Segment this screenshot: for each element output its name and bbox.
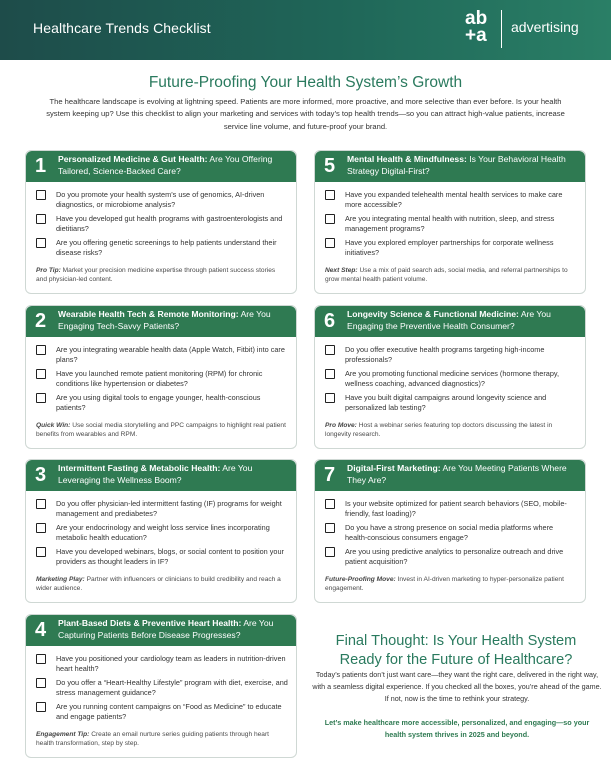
- card-title-question: Are You Engaging the Preventive Health Consumer?: [347, 309, 551, 331]
- checklist-item: [36, 499, 288, 519]
- tip-label: Pro Move:: [325, 421, 357, 429]
- question-text: Are you promoting functional medicine services (hormone therapy, wellness coaching, advanced diagnostics)?: [345, 369, 560, 388]
- question-text: Have you developed webinars, blogs, or social content to position your providers as thought leaders in IF?: [56, 547, 284, 566]
- checkbox[interactable]: [325, 499, 335, 509]
- card-title: [347, 463, 579, 486]
- checkbox[interactable]: [325, 393, 335, 403]
- tip-text: Partner with influencers or clinicians to build credibility and reach a wider audience.: [36, 575, 281, 592]
- checkbox[interactable]: [325, 523, 335, 533]
- checklist-card-2: [25, 305, 297, 449]
- card-number: 4: [35, 619, 47, 641]
- card-title: [347, 309, 579, 332]
- checklist-item: [36, 369, 288, 389]
- logo-top: ab: [465, 8, 488, 29]
- question-text: Are you running content campaigns on “Food as Medicine” to educate and engage patients?: [56, 702, 282, 721]
- card-header: [315, 460, 585, 491]
- checklist-item: [325, 238, 577, 258]
- card-title-topic: Mental Health & Mindfulness:: [347, 154, 467, 164]
- question-text: Do you offer a “Heart-Healthy Lifestyle” program with diet, exercise, and stress management guidance?: [56, 678, 288, 697]
- card-tip: [26, 727, 296, 748]
- question-text: Is your website optimized for patient search behaviors (SEO, mobile-friendly, fast loading)?: [345, 499, 567, 518]
- checklist-item: [36, 654, 288, 674]
- card-title-topic: Wearable Health Tech & Remote Monitoring:: [58, 309, 239, 319]
- question-text: Do you offer executive health programs targeting high-income professionals?: [345, 345, 545, 364]
- checkbox[interactable]: [36, 499, 46, 509]
- card-number: 3: [35, 464, 47, 486]
- checklist-card-6: [314, 305, 586, 449]
- question-list: [26, 337, 296, 413]
- tip-text: Create an email nurture series guiding patients through heart health transformation, step by step.: [36, 730, 269, 747]
- card-header: [26, 306, 296, 337]
- card-header: [315, 306, 585, 337]
- tip-label: Quick Win:: [36, 421, 71, 429]
- card-title: [347, 154, 579, 177]
- checkbox[interactable]: [36, 654, 46, 664]
- card-title-question: Are You Meeting Patients Where They Are?: [347, 463, 567, 485]
- question-text: Have you explored employer partnerships for corporate wellness initiatives?: [345, 238, 554, 257]
- card-title: [58, 618, 290, 641]
- logo-divider: [501, 10, 502, 48]
- checklist-item: [325, 190, 577, 210]
- logo-text: advertising: [511, 19, 579, 35]
- question-list: [26, 182, 296, 258]
- checkbox[interactable]: [36, 393, 46, 403]
- checkbox[interactable]: [36, 238, 46, 248]
- card-number: 5: [324, 155, 336, 177]
- tip-label: Pro Tip:: [36, 266, 61, 274]
- card-title-question: Are You Leveraging the Wellness Boom?: [58, 463, 253, 485]
- tip-text: Use a mix of paid search ads, social media, and referral partnerships to grow mental health patient volume.: [325, 266, 568, 283]
- checkbox[interactable]: [36, 547, 46, 557]
- checklist-item: [325, 523, 577, 543]
- checklist-item: [325, 547, 577, 567]
- tip-text: Use social media storytelling and PPC campaigns to highlight real patient benefits from wearables and RPM.: [36, 421, 286, 438]
- question-list: [315, 182, 585, 258]
- card-number: 2: [35, 310, 47, 332]
- card-title-topic: Personalized Medicine & Gut Health:: [58, 154, 208, 164]
- question-text: Are your endocrinology and weight loss service lines incorporating metabolic health education?: [56, 523, 270, 542]
- checklist-item: [36, 678, 288, 698]
- logo-bottom: +a: [465, 25, 487, 46]
- abplusa-logo: [465, 10, 493, 44]
- card-number: 6: [324, 310, 336, 332]
- tip-text: Market your precision medicine expertise through patient success stories and physician-led content.: [36, 266, 276, 283]
- card-header: [26, 615, 296, 646]
- card-title-topic: Longevity Science & Functional Medicine:: [347, 309, 519, 319]
- card-title-question: Are You Offering Tailored, Science-Backed Care?: [58, 154, 273, 176]
- card-title-question: Is Your Behavioral Health Strategy Digital-First?: [347, 154, 566, 176]
- checklist-item: [325, 369, 577, 389]
- card-title: [58, 463, 290, 486]
- checkbox[interactable]: [36, 678, 46, 688]
- checkbox[interactable]: [325, 369, 335, 379]
- checklist-card-5: [314, 150, 586, 294]
- card-tip: [315, 263, 585, 284]
- card-header: [26, 460, 296, 491]
- page-title: Future-Proofing Your Health System’s Growth: [148, 74, 463, 91]
- card-tip: [26, 572, 296, 593]
- checkbox[interactable]: [36, 369, 46, 379]
- question-text: Are you offering genetic screenings to help patients understand their disease risks?: [56, 238, 277, 257]
- checklist-card-1: [25, 150, 297, 294]
- header-title: Healthcare Trends Checklist: [33, 20, 211, 36]
- card-header: [315, 151, 585, 182]
- card-title-question: Are You Engaging Tech-Savvy Patients?: [58, 309, 271, 331]
- question-text: Have you launched remote patient monitoring (RPM) for chronic conditions like hypertension or diabetes?: [56, 369, 263, 388]
- checkbox[interactable]: [36, 702, 46, 712]
- checkbox[interactable]: [36, 214, 46, 224]
- question-text: Do you have a strong presence on social media platforms where health-conscious consumers engage?: [345, 523, 554, 542]
- tip-text: Host a webinar series featuring top doctors discussing the latest in longevity research.: [325, 421, 553, 438]
- question-text: Have you built digital campaigns around longevity science and personalized lab testing?: [345, 393, 547, 412]
- card-tip: [26, 418, 296, 439]
- question-list: [315, 337, 585, 413]
- card-tip: [315, 572, 585, 593]
- question-text: Are you integrating mental health with nutrition, sleep, and stress management programs?: [345, 214, 555, 233]
- checklist-item: [36, 547, 288, 567]
- final-thought-title: [308, 632, 604, 669]
- card-number: 7: [324, 464, 336, 486]
- card-title: [58, 154, 290, 177]
- tip-label: Marketing Play:: [36, 575, 85, 583]
- checklist-item: [325, 499, 577, 519]
- checkbox[interactable]: [325, 214, 335, 224]
- question-list: [315, 491, 585, 567]
- checkbox[interactable]: [325, 547, 335, 557]
- checklist-item: [36, 523, 288, 543]
- question-text: Are you integrating wearable health data (Apple Watch, Fitbit) into care plans?: [56, 345, 285, 364]
- card-title-topic: Intermittent Fasting & Metabolic Health:: [58, 463, 221, 473]
- final-thought-cta: Let’s make healthcare more accessible, personalized, and engaging—so your health system thrives in 2025 and beyond.: [324, 718, 590, 740]
- question-text: Are you using digital tools to engage younger, health-conscious patients?: [56, 393, 261, 412]
- checklist-item: [36, 702, 288, 722]
- checkbox[interactable]: [325, 238, 335, 248]
- card-title-topic: Digital-First Marketing:: [347, 463, 441, 473]
- card-number: 1: [35, 155, 47, 177]
- tip-label: Engagement Tip:: [36, 730, 90, 738]
- card-title: [58, 309, 290, 332]
- card-header: [26, 151, 296, 182]
- checklist-item: [36, 190, 288, 210]
- checklist-card-7: [314, 459, 586, 603]
- checklist-item: [36, 238, 288, 258]
- tip-text: Invest in AI-driven marketing to hyper-personalize patient engagement.: [325, 575, 564, 592]
- question-text: Do you promote your health system’s use of genomics, AI-driven diagnostics, or microbiome analysis?: [56, 190, 265, 209]
- checklist-card-4: [25, 614, 297, 758]
- checkbox[interactable]: [325, 190, 335, 200]
- checkbox[interactable]: [36, 345, 46, 355]
- checkbox[interactable]: [36, 523, 46, 533]
- question-text: Have you positioned your cardiology team as leaders in nutrition-driven heart health?: [56, 654, 286, 673]
- card-title-topic: Plant-Based Diets & Preventive Heart Health:: [58, 618, 242, 628]
- final-title-line-1: Final Thought: Is Your Health System: [335, 633, 577, 649]
- question-list: [26, 646, 296, 722]
- question-text: Do you offer physician-led intermittent fasting (IF) programs for weight management and prediabetes?: [56, 499, 282, 518]
- card-title-question: Are You Capturing Patients Before Disease Progresses?: [58, 618, 274, 640]
- checklist-item: [36, 393, 288, 413]
- tip-label: Next Step:: [325, 266, 358, 274]
- question-text: Have you expanded telehealth mental health services to make care more accessible?: [345, 190, 563, 209]
- question-list: [26, 491, 296, 567]
- checklist-item: [325, 393, 577, 413]
- final-thought-body: Today’s patients don’t just want care—they want the right care, delivered in the right way, with a seamless digital experience. If you checked all the boxes, you’re ahead of the game. If not, now is the time to rethink your strategy.: [312, 670, 602, 704]
- final-title-line-2: Ready for the Future of Healthcare?: [339, 651, 573, 668]
- card-tip: [315, 418, 585, 439]
- checklist-item: [36, 345, 288, 365]
- checklist-item: [36, 214, 288, 234]
- intro-paragraph: The healthcare landscape is evolving at lightning speed. Patients are more informed, more proactive, and more selective than ever before. Is your health system keeping up? Use this checklist to align your marketing and services with today’s top health trends—so you can attract high-value patients, increase service line volume, and future-proof your brand.: [46, 97, 565, 131]
- card-tip: [26, 263, 296, 284]
- checkbox[interactable]: [36, 190, 46, 200]
- header-banner: [0, 0, 611, 60]
- checklist-item: [325, 214, 577, 234]
- tip-label: Future-Proofing Move:: [325, 575, 396, 583]
- question-text: Are you using predictive analytics to personalize outreach and drive patient acquisition?: [345, 547, 564, 566]
- checklist-card-3: [25, 459, 297, 603]
- question-text: Have you developed gut health programs with gastroenterologists and dietitians?: [56, 214, 283, 233]
- checklist-item: [325, 345, 577, 365]
- checkbox[interactable]: [325, 345, 335, 355]
